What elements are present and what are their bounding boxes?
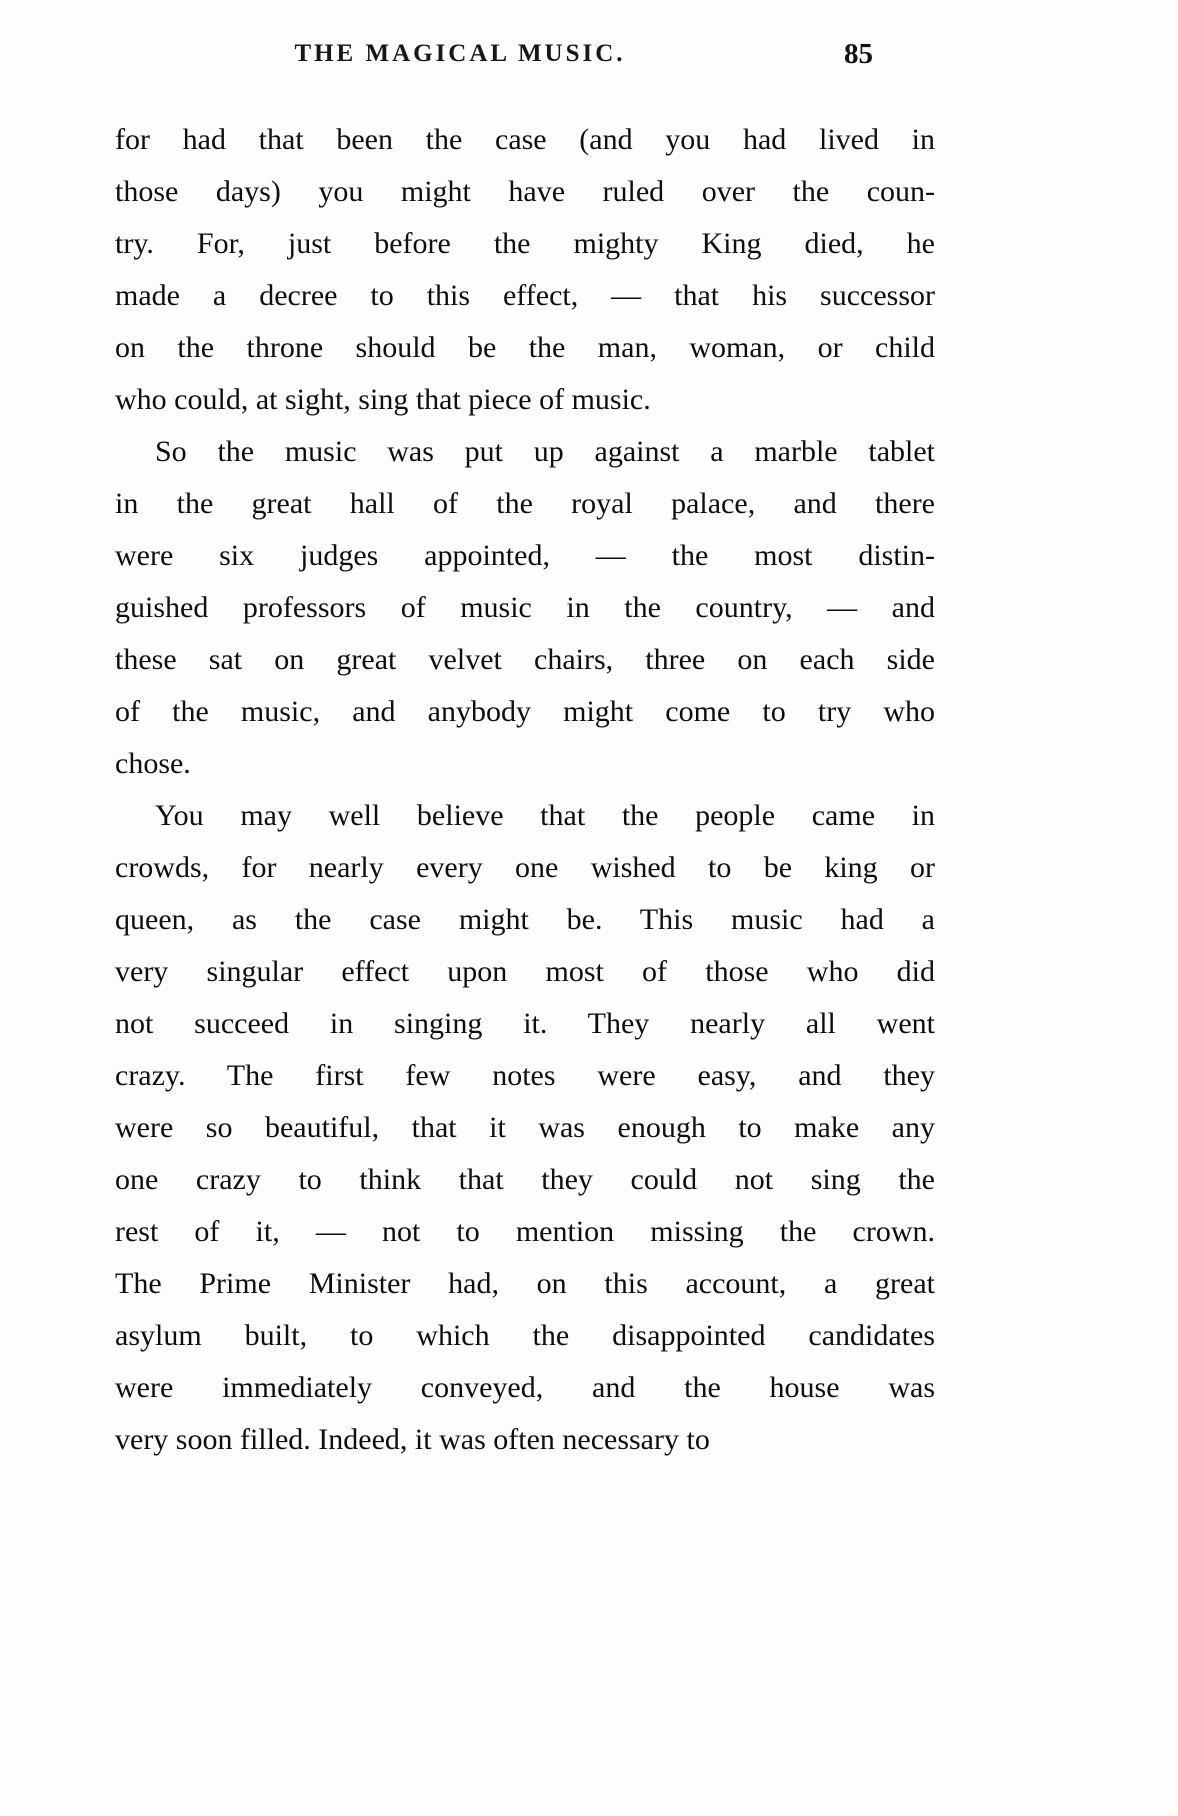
text-line: on the throne should be the man, woman, or child bbox=[115, 331, 935, 364]
paragraph bbox=[115, 114, 935, 426]
paragraph bbox=[115, 790, 935, 1466]
text-line: of the music, and anybody might come to try who bbox=[115, 695, 935, 728]
text-line: for had that been the case (and you had lived in bbox=[115, 123, 935, 156]
running-header-title: THE MAGICAL MUSIC. bbox=[294, 40, 626, 67]
text-line: asylum built, to which the disappointed candidates bbox=[115, 1319, 935, 1352]
paragraph bbox=[115, 426, 935, 790]
text-line: in the great hall of the royal palace, and there bbox=[115, 487, 935, 520]
text-line: crazy. The first few notes were easy, and they bbox=[115, 1059, 935, 1092]
text-line: rest of it, — not to mention missing the crown. bbox=[115, 1215, 935, 1248]
text-line: You may well believe that the people came in bbox=[155, 799, 935, 832]
text-line: try. For, just before the mighty King died, he bbox=[115, 227, 935, 260]
text-line: The Prime Minister had, on this account, a great bbox=[115, 1267, 935, 1300]
text-line: these sat on great velvet chairs, three on each side bbox=[115, 643, 935, 676]
running-header bbox=[115, 40, 935, 86]
text-line: So the music was put up against a marble tablet bbox=[155, 435, 935, 468]
text-line: not succeed in singing it. They nearly all went bbox=[115, 1007, 935, 1040]
text-block bbox=[115, 40, 935, 1466]
text-line: one crazy to think that they could not sing the bbox=[115, 1163, 935, 1196]
text-line: were so beautiful, that it was enough to make any bbox=[115, 1111, 935, 1144]
text-line: who could, at sight, sing that piece of music. bbox=[115, 383, 651, 416]
page-body bbox=[115, 114, 935, 1466]
text-line: those days) you might have ruled over the coun- bbox=[115, 175, 935, 208]
text-line: were immediately conveyed, and the house was bbox=[115, 1371, 935, 1404]
text-line: guished professors of music in the country, — and bbox=[115, 591, 935, 624]
text-line: were six judges appointed, — the most distin- bbox=[115, 539, 935, 572]
text-line: very singular effect upon most of those who did bbox=[115, 955, 935, 988]
text-line: chose. bbox=[115, 747, 191, 780]
text-line: crowds, for nearly every one wished to be king or bbox=[115, 851, 935, 884]
text-line: very soon filled. Indeed, it was often necessary to bbox=[115, 1423, 710, 1456]
page-number: 85 bbox=[844, 38, 873, 70]
text-line: made a decree to this effect, — that his successor bbox=[115, 279, 935, 312]
text-line: queen, as the case might be. This music had a bbox=[115, 903, 935, 936]
